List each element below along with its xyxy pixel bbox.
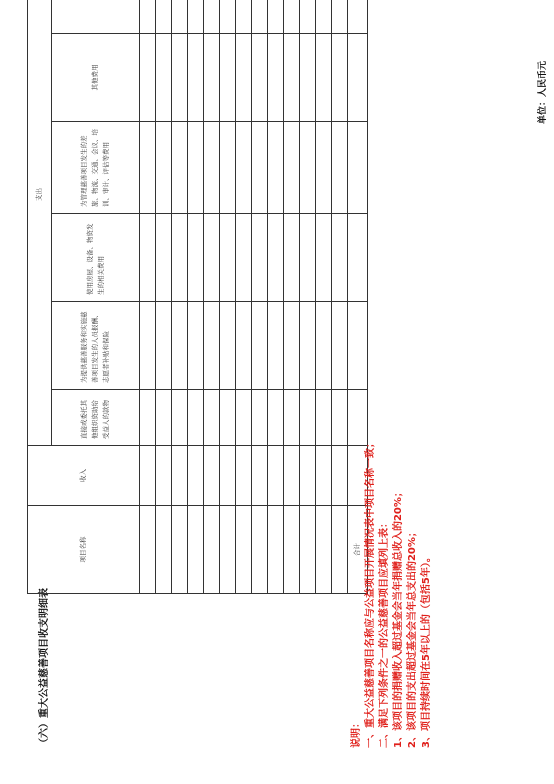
project-income-expense-table: [27, 0, 368, 594]
table-cell[interactable]: [332, 302, 348, 390]
table-cell[interactable]: [172, 214, 188, 302]
table-cell[interactable]: [252, 302, 268, 390]
table-cell[interactable]: [172, 506, 188, 594]
table-cell[interactable]: [316, 302, 332, 390]
table-cell[interactable]: [188, 446, 204, 506]
table-cell[interactable]: [268, 34, 284, 122]
table-cell[interactable]: [316, 0, 332, 34]
table-cell[interactable]: [156, 446, 172, 506]
table-cell[interactable]: [204, 0, 220, 34]
table-row: [316, 0, 332, 594]
header-expense-col-3: [52, 214, 140, 302]
table-cell[interactable]: [204, 34, 220, 122]
table-cell[interactable]: [268, 0, 284, 34]
table-cell[interactable]: [204, 446, 220, 506]
header-expense-col-2: [52, 302, 140, 390]
table-cell[interactable]: [348, 0, 368, 34]
note-item: 1、该项目的捐赠收入超过基金会当年捐赠总收入的20%；: [393, 487, 404, 748]
table-body: [28, 0, 368, 594]
table-cell[interactable]: [188, 34, 204, 122]
table-row: [220, 0, 236, 594]
table-cell[interactable]: [316, 34, 332, 122]
table-cell[interactable]: [332, 0, 348, 34]
table-cell[interactable]: [284, 302, 300, 390]
table-cell[interactable]: [172, 302, 188, 390]
table-cell[interactable]: [284, 0, 300, 34]
table-cell[interactable]: [220, 122, 236, 214]
table-row: [252, 0, 268, 594]
table-cell[interactable]: [268, 390, 284, 446]
table-cell[interactable]: [236, 302, 252, 390]
table-cell[interactable]: [220, 34, 236, 122]
header-expense-group-label: 支出: [35, 187, 43, 201]
table-cell[interactable]: [140, 506, 156, 594]
table-cell[interactable]: [188, 390, 204, 446]
table-cell[interactable]: [204, 302, 220, 390]
table-cell[interactable]: [268, 302, 284, 390]
table-cell[interactable]: [300, 446, 316, 506]
table-row: [332, 0, 348, 594]
table-cell[interactable]: [204, 214, 220, 302]
table-cell[interactable]: [140, 214, 156, 302]
table-cell[interactable]: [204, 390, 220, 446]
table-cell[interactable]: [156, 122, 172, 214]
table-cell[interactable]: [348, 122, 368, 214]
table-row: [268, 0, 284, 594]
header-expense-col-4: [52, 122, 140, 214]
table-cell[interactable]: [188, 214, 204, 302]
table-row: [204, 0, 220, 594]
table-cell[interactable]: [220, 506, 236, 594]
table-cell[interactable]: [332, 122, 348, 214]
header-expense-group: [28, 0, 52, 446]
table-row: [284, 0, 300, 594]
header-expense-col-6: [52, 0, 140, 34]
table-cell[interactable]: [316, 214, 332, 302]
table-cell[interactable]: [300, 506, 316, 594]
notes-section: [350, 348, 434, 748]
table-cell[interactable]: [300, 122, 316, 214]
notes-heading: 说明：: [351, 718, 362, 748]
table-cell[interactable]: [332, 446, 348, 506]
table-cell[interactable]: [188, 302, 204, 390]
table-cell[interactable]: [236, 214, 252, 302]
table-cell[interactable]: [140, 446, 156, 506]
table-cell[interactable]: [284, 122, 300, 214]
table-cell[interactable]: [140, 122, 156, 214]
table-cell[interactable]: [284, 34, 300, 122]
table-cell[interactable]: [188, 506, 204, 594]
header-income-label: 收入: [79, 469, 87, 482]
header-expense-col-label: 为管理慈善项目发生的差旅、物流、交通、会议、培训、审计、评估等费用: [80, 129, 110, 207]
table-cell[interactable]: [348, 214, 368, 302]
table-cell[interactable]: [236, 34, 252, 122]
table-cell[interactable]: [236, 506, 252, 594]
table-cell[interactable]: [268, 446, 284, 506]
table-cell[interactable]: [300, 390, 316, 446]
table-cell[interactable]: [172, 390, 188, 446]
table-cell[interactable]: [252, 122, 268, 214]
header-expense-col-label: 直接或委托其他组织资助给受益人的款物: [80, 400, 110, 439]
table-cell[interactable]: [236, 390, 252, 446]
table-cell[interactable]: [204, 122, 220, 214]
table-cell[interactable]: [268, 122, 284, 214]
table-cell[interactable]: [284, 446, 300, 506]
notes-list: [364, 348, 434, 748]
note-item: 2、该项目的支出超过基金会当年总支出的20%；: [407, 527, 418, 748]
note-item: 3、项目持续时间在5年以上的（包括5年）。: [421, 552, 432, 748]
table-cell[interactable]: [220, 446, 236, 506]
table-cell[interactable]: [252, 506, 268, 594]
table-cell[interactable]: [332, 390, 348, 446]
table-cell[interactable]: [140, 0, 156, 34]
header-expense-col-label: [88, 0, 103, 33]
table-cell[interactable]: [252, 390, 268, 446]
table-cell[interactable]: [156, 506, 172, 594]
table-cell[interactable]: [348, 34, 368, 122]
table-row: [172, 0, 188, 594]
table-cell[interactable]: [252, 0, 268, 34]
table-cell[interactable]: [316, 506, 332, 594]
table-cell[interactable]: [204, 506, 220, 594]
table-cell[interactable]: [284, 390, 300, 446]
table-cell[interactable]: [220, 302, 236, 390]
table-cell[interactable]: [140, 302, 156, 390]
table-row: [236, 0, 252, 594]
table-cell[interactable]: [156, 390, 172, 446]
table-cell[interactable]: [140, 390, 156, 446]
table-cell[interactable]: [172, 0, 188, 34]
table-cell[interactable]: [236, 122, 252, 214]
header-expense-col-1: [52, 390, 140, 446]
header-expense-col-label: 使用房屋、设备、物资发生的相关费用: [85, 223, 105, 295]
total-row-label: 合计: [353, 543, 361, 556]
table-cell[interactable]: [252, 214, 268, 302]
table-cell[interactable]: [268, 214, 284, 302]
table-cell[interactable]: [252, 446, 268, 506]
table-cell[interactable]: [156, 302, 172, 390]
table-cell[interactable]: [284, 506, 300, 594]
table-row: [140, 0, 156, 594]
table-cell[interactable]: [220, 0, 236, 34]
table-cell[interactable]: [284, 214, 300, 302]
table-cell[interactable]: [172, 122, 188, 214]
table-cell[interactable]: [300, 302, 316, 390]
document-title: （六）重大公益慈善项目收支明细表: [39, 588, 50, 748]
table-cell[interactable]: [172, 446, 188, 506]
table-cell[interactable]: [252, 34, 268, 122]
table-cell[interactable]: [300, 0, 316, 34]
table-cell[interactable]: [332, 506, 348, 594]
table-cell[interactable]: [220, 214, 236, 302]
table-cell[interactable]: [236, 0, 252, 34]
header-row-top: [28, 0, 52, 594]
note-item: 一、重大公益慈善项目名称应与公益项目开展情况表中项目名称一致；: [365, 438, 376, 748]
header-project-name-label: 项目名称: [79, 536, 87, 563]
table-row: [300, 0, 316, 594]
table-row: [188, 0, 204, 594]
table-cell[interactable]: [220, 390, 236, 446]
table-cell[interactable]: [332, 34, 348, 122]
table-cell[interactable]: [316, 122, 332, 214]
table-cell[interactable]: [156, 34, 172, 122]
table-cell[interactable]: [188, 0, 204, 34]
table-row: [156, 0, 172, 594]
table-cell[interactable]: [188, 122, 204, 214]
table-cell[interactable]: [156, 0, 172, 34]
table-cell[interactable]: [156, 214, 172, 302]
table-cell[interactable]: [332, 214, 348, 302]
table-cell[interactable]: [316, 446, 332, 506]
table-cell[interactable]: [140, 34, 156, 122]
table-cell[interactable]: [300, 214, 316, 302]
header-project-name: [28, 506, 140, 594]
note-item: 二、满足下列条件之一的公益慈善项目应填列上表：: [379, 518, 390, 748]
table-cell[interactable]: [316, 390, 332, 446]
table-cell[interactable]: [300, 34, 316, 122]
header-income: [28, 446, 140, 506]
table-cell[interactable]: [268, 506, 284, 594]
header-expense-col-5: [52, 34, 140, 122]
header-expense-col-label: 为提供慈善服务和实施慈善项目发生的人员报酬、志愿者补贴和保险: [80, 311, 110, 383]
table-cell[interactable]: [172, 34, 188, 122]
header-expense-col-label: 其他费用: [91, 64, 99, 91]
table-cell[interactable]: [236, 446, 252, 506]
currency-unit-label: 单位：人民币元: [538, 60, 548, 124]
